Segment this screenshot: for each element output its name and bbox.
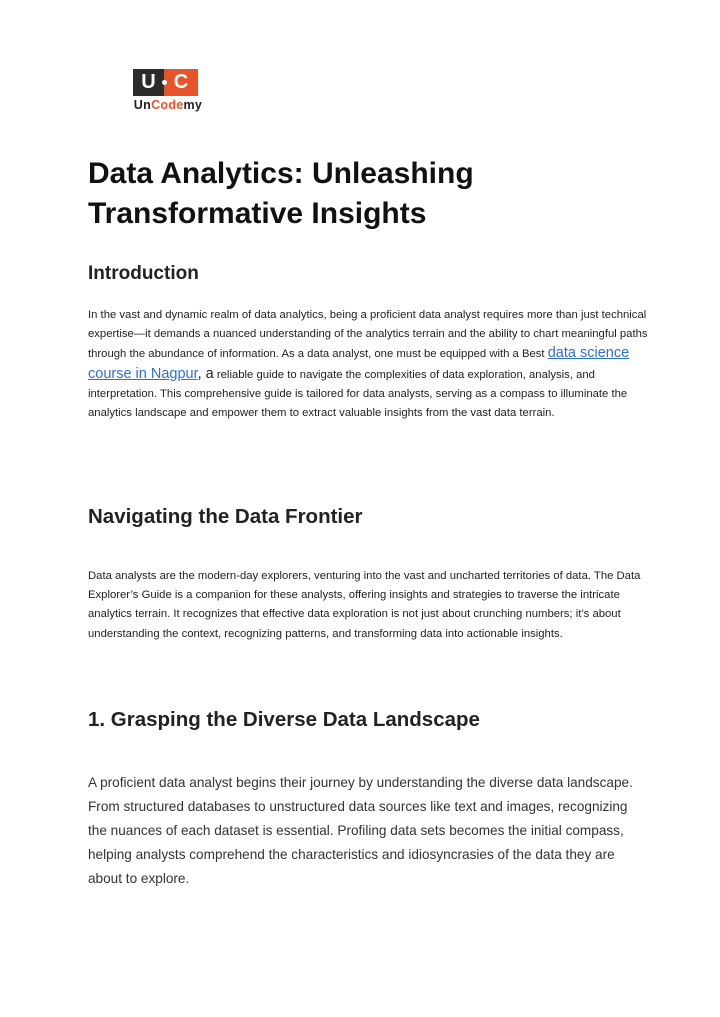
frontier-paragraph: Data analysts are the modern-day explorers, venturing into the vast and uncharted territories of data. The Data Explorer’s Guide is a companion for these analysts, offering insights and strategies to traverse the intricate analytics terrain. It recognizes that effective data exploration is not just about crunching numbers; it’s about understanding the context, recognizing patterns, and transforming data into actionable insights. (88, 570, 641, 640)
landscape-paragraph: A proficient data analyst begins their journey by understanding the diverse data landscape. From structured databases to unstructured data sources like text and images, recognizing the nuances of each dataset is essential. Profiling data sets becomes the initial compass, helping analysts comprehend the characteristics and idiosyncrasies of the data they are about to explore. (88, 775, 633, 886)
logo-mark (133, 69, 198, 96)
logo-word-prefix: Un (133, 98, 152, 112)
intro-paragraph (88, 306, 648, 423)
frontier-heading: Navigating the Data Frontier (88, 505, 363, 528)
intro-text-before: In the vast and dynamic realm of data analytics, being a proficient data analyst requires more than just technical expertise—it demands a nuanced understanding of the analytics terrain and the ability to chart meaningful paths through the abundance of information. As a data analyst, one must be equipped with a Best (88, 309, 648, 361)
logo-mark-u: U (133, 69, 164, 96)
logo-word-accent: Code (151, 98, 184, 112)
logo-dot (162, 80, 167, 85)
intro-heading: Introduction (88, 263, 199, 284)
logo-mark-c: C (164, 69, 198, 96)
landscape-heading: 1. Grasping the Diverse Data Landscape (88, 708, 480, 731)
logo-wordmark (113, 98, 223, 112)
logo-word-suffix: my (183, 98, 203, 112)
uncodemy-logo (133, 69, 225, 113)
course-link[interactable]: data science course in Nagpur (88, 345, 630, 382)
intro-text-rest: reliable guide to navigate the complexities of data exploration, analysis, and interpretation. This comprehensive guide is tailored for data analysts, serving as a compass to illuminate the analytics landscape and empower them to extract valuable insights from the vast data terrain. (88, 368, 628, 420)
intro-text-after: , a (197, 365, 214, 382)
page-title: Data Analytics: Unleashing Transformative Insights (88, 157, 474, 230)
